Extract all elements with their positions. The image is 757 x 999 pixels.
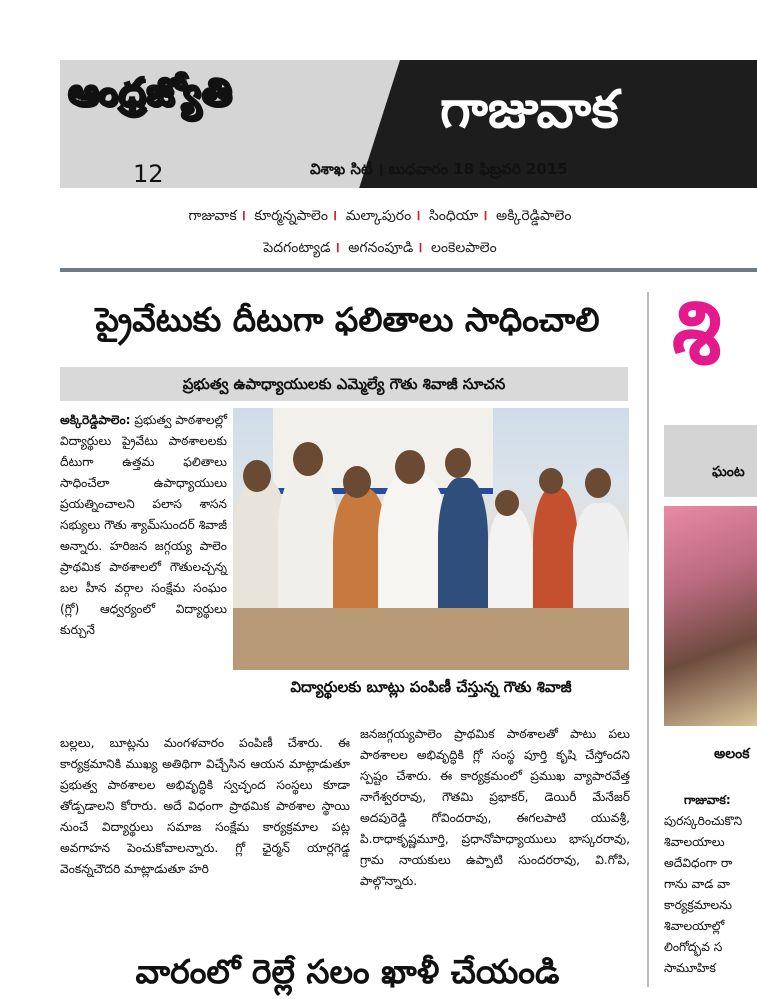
locality: అగనంపూడి — [348, 240, 414, 256]
right-line: పురస్కరించుకొని — [664, 814, 743, 828]
right-line: కార్యక్రమాలను — [664, 898, 732, 912]
story-column-1 — [60, 410, 227, 641]
right-dateline: గాజువాక: — [684, 793, 731, 807]
edition-title: గాజువాక — [440, 80, 619, 140]
localities-row-1: గాజువాక । కూర్మన్నపాలెం । మల్కాపురం । సింధియా । అక్కిరెడ్డిపాలెం — [188, 208, 572, 224]
story-column-1-continued: బల్లలు, బూట్లను మంగళవారం పంపిణీ చేశారు. ఈ కార్యక్రమానికి ముఖ్య అతిథిగా విచ్చేసిన ఆయన మాట్లాడుతూ ప్రభుత్వ పాఠశాలల అభివృద్ధికి స్వచ్ఛంద సంస్థలు కూడా తోడ్పడాలని కోరారు. అదే విధంగా ప్రాథమిక పాఠశాల స్థాయి నుంచే విద్యార్థులు సమాజ సంక్షేమ కార్యక్రమాల పట్ల అవగాహన పెంచుకోవాలన్నారు. గ్లో ఛైర్మన్ యార్లగెడ్డ వెంకన్నచౌదరి మాట్లాడుతూ హరి — [60, 736, 350, 876]
right-headline-glyph: శి — [672, 280, 722, 385]
locality: లంకెలపాలెం — [430, 240, 497, 256]
right-gray-box — [664, 425, 757, 497]
right-line: శివాలయాలు — [664, 835, 725, 849]
right-line: అదేవిధంగా రా — [664, 856, 733, 870]
dateline: విశాఖ సిటీ । బుధవారం 18 ఫిబ్రవరి 2015 — [310, 160, 568, 178]
locality: సింధియా — [428, 208, 479, 224]
story-subheadline: ప్రభుత్వ ఉపాధ్యాయులకు ఎమ్మెల్యే గౌతు శివాజీ సూచన — [60, 367, 628, 401]
section-rule — [60, 268, 757, 272]
story-text: ప్రభుత్వ పాఠశాలల్లో విద్యార్థులు ప్రైవేటు పాఠశాలలకు దీటుగా ఉత్తమ ఫలితాలు సాధించేలా ఉపాధ్యాయులు ప్రయత్నించాలని పలాస శాసన సభ్యులు గౌతు శ్యామ్‌సుందర్ శివాజీ అన్నారు. హరిజన జగ్గయ్య పాలెం ప్రాథమిక పాఠశాలలో గౌతులచ్చన్న బల హీన వర్గాల సంక్షేమ సంఘం (గ్లో) ఆధ్వర్యంలో విద్యార్థులు కుర్చునే — [60, 413, 228, 637]
right-gray-text: ఘంట — [712, 464, 745, 480]
locality: అక్కిరెడ్డిపాలెం — [496, 208, 572, 224]
photo-table — [233, 608, 629, 670]
right-photo-caption: అలంక — [714, 746, 750, 762]
right-line: శివాలయాల్లో — [664, 919, 725, 933]
locality: కూర్మన్నపాలెం — [254, 208, 328, 224]
localities-row-2: పెదగంట్యాడ । అగనంపూడి । లంకెలపాలెం — [263, 240, 497, 256]
locality: మల్కాపురం — [345, 208, 412, 224]
right-photo — [664, 506, 757, 726]
second-headline: వారంలో రెల్లే సలం ఖాళీ చేయండి — [135, 952, 560, 991]
story-column-2: జనజగ్గయ్యపాలెం ప్రాథమిక పాఠశాలతో పాటు పలు పాఠశాలల అభివృద్ధికి గ్లో సంస్థ పూర్తి కృషి చేస్తోందని స్పష్టం చేశారు. ఈ కార్యక్రమంలో ప్రముఖ వ్యాపారవేత్త నాగేశ్వరరావు, గౌతమి ప్రభాకర్, డెయిరీ మేనేజర్ అదపురెడ్డి గోవిందరావు, ఈగలపాటి యువశ్రీ, పి.రాధాకృష్ణమూర్తి, ప్రధానోపాధ్యాయులు భాస్కరరావు, గ్రామ నాయకులు ఉప్పాటి సుందరరావు, వి.గోపి, పాల్గొన్నారు. — [360, 727, 630, 888]
right-story-text — [664, 790, 757, 979]
right-line: గాను వాడ వా — [664, 877, 730, 891]
page-number: 12 — [133, 160, 164, 188]
photo-caption: విద్యార్థులకు బూట్లు పంపిణీ చేస్తున్న గౌతు శివాజీ — [290, 678, 572, 696]
newspaper-logo: ఆంధ్రజ్యోతి — [68, 70, 233, 114]
right-line: లింగోద్భవ స — [664, 940, 723, 954]
column-divider — [647, 292, 649, 987]
right-line: సామూహిక — [664, 961, 716, 975]
story-headline: ప్రైవేటుకు దీటుగా ఫలితాలు సాధించాలి — [95, 300, 600, 339]
story-photo — [233, 408, 629, 670]
story-dateline: అక్కిరెడ్డిపాలెం: — [60, 413, 131, 427]
locality: పెదగంట్యాడ — [263, 240, 331, 256]
locality: గాజువాక — [188, 208, 237, 224]
